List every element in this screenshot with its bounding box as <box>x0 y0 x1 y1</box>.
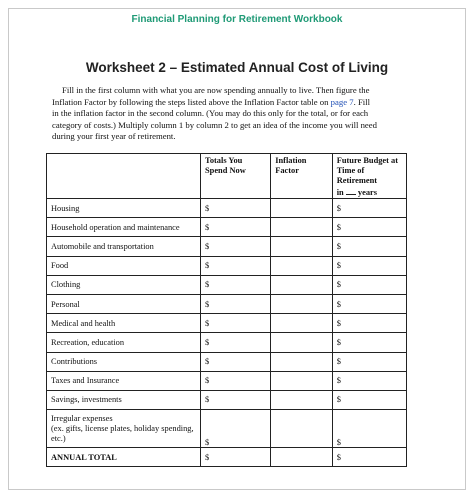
spend-now-cell[interactable]: $ <box>201 256 271 275</box>
row-label: Medical and health <box>47 314 201 333</box>
row-label: Clothing <box>47 275 201 294</box>
table-row <box>47 314 407 333</box>
table-row <box>47 371 407 390</box>
inflation-factor-cell[interactable] <box>271 294 332 313</box>
spend-now-cell[interactable]: $ <box>201 199 271 218</box>
instruction-line: in the inflation factor in the second column. (You may do this only for the total, or for each <box>52 108 369 119</box>
cost-of-living-table <box>46 153 407 467</box>
future-budget-cell[interactable]: $ <box>332 390 406 409</box>
page-7-link[interactable]: page 7 <box>330 96 354 107</box>
spend-now-cell[interactable]: $ <box>201 294 271 313</box>
table-row <box>47 237 407 256</box>
table-row <box>47 275 407 294</box>
workbook-header-title: Financial Planning for Retirement Workbook <box>131 14 343 25</box>
table-row <box>47 218 407 237</box>
future-budget-cell[interactable]: $ <box>332 352 406 371</box>
row-label-total: ANNUAL TOTAL <box>47 448 201 467</box>
future-budget-cell[interactable]: $ <box>332 256 406 275</box>
table-header-row <box>47 154 407 199</box>
row-label-irregular: Irregular expenses (ex. gifts, license plates, holiday spending, etc.) <box>47 410 201 448</box>
future-budget-cell[interactable]: $ <box>332 237 406 256</box>
row-label: Housing <box>47 199 201 218</box>
future-budget-cell[interactable]: $ <box>332 371 406 390</box>
row-label: Contributions <box>47 352 201 371</box>
row-label: Taxes and Insurance <box>47 371 201 390</box>
future-budget-cell[interactable]: $ <box>332 199 406 218</box>
instruction-text: Inflation Factor by following the steps listed above the Inflation Factor table on <box>52 96 331 107</box>
inflation-factor-cell[interactable] <box>271 448 332 467</box>
inflation-factor-cell[interactable] <box>271 390 332 409</box>
worksheet-title: Worksheet 2 – Estimated Annual Cost of Living <box>85 60 389 75</box>
totals-header: Totals You Spend Now <box>201 154 271 199</box>
table-row <box>47 294 407 313</box>
instruction-line: Fill in the first column with what you are now spending annually to live. Then figure the <box>62 85 370 95</box>
instruction-text: . Fill <box>353 96 371 107</box>
row-label: Savings, investments <box>47 390 201 409</box>
inflation-factor-cell[interactable] <box>271 275 332 294</box>
instruction-line: during your first year of retirement. <box>52 131 176 142</box>
inflation-factor-cell[interactable] <box>271 237 332 256</box>
inflation-factor-cell[interactable] <box>271 314 332 333</box>
inflation-factor-cell[interactable] <box>271 371 332 390</box>
spend-now-cell[interactable]: $ <box>201 371 271 390</box>
future-budget-cell[interactable]: $ <box>332 218 406 237</box>
future-budget-cell[interactable]: $ <box>332 410 406 448</box>
instruction-line <box>52 97 432 109</box>
table-row-total <box>47 448 407 467</box>
category-header <box>47 154 201 199</box>
worksheet-instructions <box>52 85 432 143</box>
inflation-factor-cell[interactable] <box>271 199 332 218</box>
spend-now-cell[interactable]: $ <box>201 314 271 333</box>
years-blank[interactable] <box>346 186 356 195</box>
future-budget-cell[interactable]: $ <box>332 294 406 313</box>
spend-now-cell[interactable]: $ <box>201 448 271 467</box>
future-budget-header: Future Budget at Time of Retirement in years <box>332 154 406 199</box>
table-row <box>47 256 407 275</box>
future-budget-cell[interactable]: $ <box>332 448 406 467</box>
table-row <box>47 390 407 409</box>
spend-now-cell[interactable]: $ <box>201 352 271 371</box>
spend-now-cell[interactable]: $ <box>201 333 271 352</box>
instruction-line: category of costs.) Multiply column 1 by column 2 to get an idea of the income you will need <box>52 119 377 130</box>
spend-now-cell[interactable]: $ <box>201 275 271 294</box>
future-budget-cell[interactable]: $ <box>332 314 406 333</box>
future-budget-cell[interactable]: $ <box>332 275 406 294</box>
inflation-factor-cell[interactable] <box>271 410 332 448</box>
row-label: Automobile and transportation <box>47 237 201 256</box>
spend-now-cell[interactable]: $ <box>201 410 271 448</box>
inflation-factor-cell[interactable] <box>271 333 332 352</box>
row-label: Personal <box>47 294 201 313</box>
table-row <box>47 199 407 218</box>
inflation-header: Inflation Factor <box>271 154 332 199</box>
table-row-irregular <box>47 410 407 448</box>
row-label: Household operation and maintenance <box>47 218 201 237</box>
future-budget-cell[interactable]: $ <box>332 333 406 352</box>
row-label: Recreation, education <box>47 333 201 352</box>
spend-now-cell[interactable]: $ <box>201 390 271 409</box>
spend-now-cell[interactable]: $ <box>201 218 271 237</box>
inflation-factor-cell[interactable] <box>271 218 332 237</box>
table-body <box>47 199 407 410</box>
inflation-factor-cell[interactable] <box>271 352 332 371</box>
inflation-factor-cell[interactable] <box>271 256 332 275</box>
row-label: Food <box>47 256 201 275</box>
table-row <box>47 333 407 352</box>
table-row <box>47 352 407 371</box>
spend-now-cell[interactable]: $ <box>201 237 271 256</box>
